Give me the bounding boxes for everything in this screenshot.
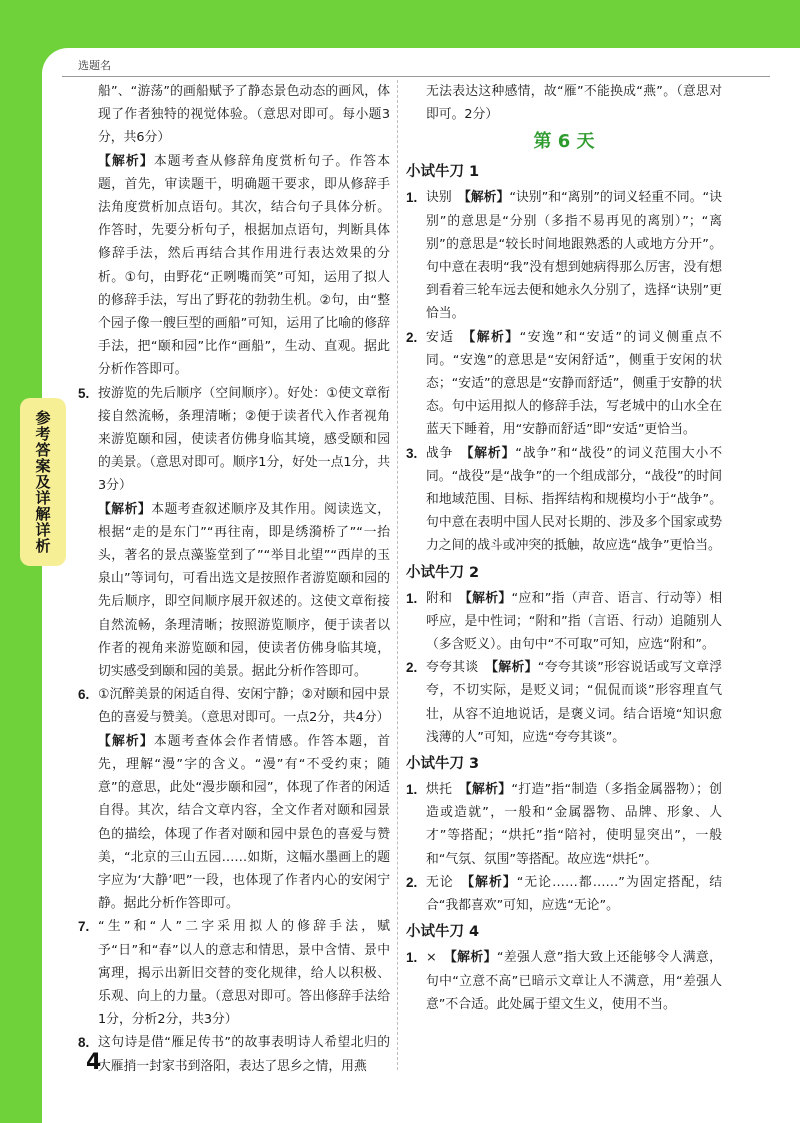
analysis-text: “战争”和“战役”的词义范围大小不同。“战役”是“战争”的一个组成部分，“战役”的时间和地域范围、目标、指挥结构和规模均小于“战争”。句中意在表明中国人民对长期的、涉及多个国家或势力之间的战斗或冲突的抵触，故应选“战争”更恰当。 — [426, 445, 723, 554]
question-number: 1. — [406, 190, 418, 206]
right-column — [406, 80, 722, 1016]
question-number: 2. — [406, 874, 418, 890]
analysis-tag: 【解析】 — [98, 153, 154, 169]
answer-word: 无论 — [426, 874, 468, 890]
exercise-item — [406, 778, 722, 871]
day-title: 第 6 天 — [533, 131, 595, 153]
answer-text: ①沉醉美景的闲适自得、安闲宁静；②对颐和园中景色的喜爱与赞美。（意思对即可。一点2分，共4分） — [98, 687, 390, 726]
section-title: 小试牛刀 1 — [406, 164, 480, 181]
question-item-8 — [78, 1031, 390, 1077]
analysis-text: 本题考查从修辞角度赏析句子。作答本题，首先，审读题干，明确题干要求，即从修辞手法角度赏析加点语句。其次，结合句子具体分析。作答时，先要分析句子，根据加点语句，判断具体修辞手法，然后再结合其作用进行表达效果的分析。①句，由野花“正咧嘴而笑”可知，运用了拟人的修辞手法，写出了野花的勃勃生机。②句，由“整个园子像一艘巨型的画船”可知，运用了比喻的修辞手法，把“颐和园”比作“画船”，生动、直观。据此分析作答即可。 — [98, 153, 391, 378]
exercise-item — [406, 442, 722, 558]
exercise-item — [406, 326, 722, 442]
analysis-tag: 【解析】 — [98, 501, 152, 517]
analysis-tag: 【解析】 — [465, 782, 512, 798]
exercise-item — [406, 946, 722, 1016]
answer-word: × — [426, 950, 451, 966]
answer-word: 烘托 — [426, 782, 466, 798]
analysis-text: “诀别”和“离别”的词义轻重不同。“诀别”的意思是“分别（多指不易再见的离别）”；“离别”的意思是“较长时间地跟熟悉的人或地方分开”。句中意在表明“我”没有想到她病得那么厉害，没有想到看着三轮车远去便和她永久分别了，选择“诀别”更恰当。 — [426, 190, 722, 322]
section-title: 小试牛刀 4 — [406, 924, 480, 941]
analysis-text: “差强人意”指大致上还能够令人满意，句中“立意不高”已暗示文章让人不满意，用“差强人意”不合适。此处属于望文生义，使用不当。 — [426, 950, 722, 1012]
answer-word: 夸夸其谈 — [426, 660, 492, 676]
analysis-tag: 【解析】 — [98, 733, 154, 749]
answer-word: 诀别 — [426, 190, 465, 206]
exercise-item — [406, 587, 722, 657]
answer-text: 按游览的先后顺序（空间顺序）。好处：①使文章衔接自然流畅，条理清晰；②便于读者代入作者视角来游览颐和园，使读者仿佛身临其境，感受颐和园的美景。（意思对即可。顺序1分，好处一点1分，共3分） — [98, 385, 390, 494]
question-item-5 — [78, 382, 390, 498]
answer-continuation: 无法表达这种感情，故“雁”不能换成“燕”。（意思对即可。2分） — [426, 84, 722, 123]
analysis-tag: 【解析】 — [467, 874, 517, 890]
analysis-tag: 【解析】 — [464, 190, 510, 206]
header-label: 选题名 — [78, 59, 111, 72]
analysis-text: 本题考查叙述顺序及其作用。阅读选文，根据“走的是东门”“再往南，即是绣漪桥了”“一抬头，著名的景点藻鉴堂到了”“举目北望”“西岸的玉泉山”等词句，可看出选文是按照作者游览颐和园的先后顺序，即空间顺序展开叙述的。这使文章衔接自然流畅，条理清晰；按照游览顺序，便于读者以作者的视角来游览颐和园，使读者仿佛身临其境，切实感受到颐和园的美景。据此分析作答即可。 — [98, 501, 391, 680]
analysis-paragraph — [78, 730, 390, 916]
page-number: 4 — [86, 1050, 102, 1075]
question-number: 2. — [406, 329, 418, 345]
question-number: 1. — [406, 782, 418, 798]
analysis-tag: 【解析】 — [468, 329, 520, 345]
header-rule — [62, 76, 770, 77]
side-tab — [20, 398, 66, 566]
answer-word: 附和 — [426, 590, 466, 606]
analysis-tag: 【解析】 — [467, 445, 516, 461]
question-number: 1. — [406, 590, 418, 606]
analysis-tag: 【解析】 — [450, 950, 497, 966]
left-column — [78, 80, 390, 1078]
question-number: 6. — [78, 687, 90, 703]
exercise-item — [406, 656, 722, 749]
side-tab-label: 参考答案及详解详析 — [33, 410, 52, 554]
answer-continuation: 船”、“游荡”的画船赋予了静态景色动态的画风，体现了作者独特的视觉体验。（意思对即可。每小题3分，共6分） — [98, 84, 390, 146]
question-item-6 — [78, 683, 390, 729]
question-number: 5. — [78, 385, 90, 401]
analysis-tag: 【解析】 — [465, 590, 512, 606]
analysis-paragraph — [78, 150, 390, 382]
section-title: 小试牛刀 2 — [406, 564, 480, 581]
exercise-item — [406, 871, 722, 917]
question-number: 1. — [406, 950, 418, 966]
section-title: 小试牛刀 3 — [406, 756, 480, 773]
analysis-text: “应和”指（声音、语言、行动等）相呼应，是中性词；“附和”指（言语、行动）追随别人（多含贬义）。由句中“不可取”可知，应选“附和”。 — [426, 590, 722, 653]
question-number: 2. — [406, 660, 418, 676]
analysis-text: “安逸”和“安适”的词义侧重点不同。“安逸”的意思是“安闲舒适”，侧重于安闲的状态；“安适”的意思是“安静而舒适”，侧重于安静的状态。句中运用拟人的修辞手法，写老城中的山水全在蓝天下睡着，用“安静而舒适”即“安适”更恰当。 — [426, 329, 722, 438]
answer-text: “生”和“人”二字采用拟人的修辞手法，赋予“日”和“春”以人的意志和情思，景中含情、景中寓理，揭示出新旧交替的变化规律，给人以积极、乐观、向上的力量。（意思对即可。答出修辞手法给1分，分析2分，共3分） — [98, 919, 390, 1028]
answer-word: 安适 — [426, 329, 469, 345]
question-number: 8. — [78, 1035, 90, 1051]
column-divider — [397, 80, 398, 1070]
analysis-paragraph — [78, 498, 390, 684]
question-item-7 — [78, 915, 390, 1031]
answer-text: 这句诗是借“雁足传书”的故事表明诗人希望北归的大雁捎一封家书到洛阳，表达了思乡之情，用燕 — [98, 1035, 390, 1074]
analysis-text: “无论……都……”为固定搭配，结合“我都喜欢”可知，应选“无论”。 — [426, 874, 723, 914]
answer-word: 战争 — [426, 445, 467, 461]
analysis-tag: 【解析】 — [491, 660, 538, 676]
question-number: 7. — [78, 919, 90, 935]
analysis-text: 本题考查体会作者情感。作答本题，首先，理解“漫”字的含义。“漫”有“不受约束；随意”的意思，此处“漫步颐和园”，体现了作者的闲适自得。其次，结合文章内容，全文作者对颐和园景色的描绘，体现了作者对颐和园中景色的喜爱与赞美，“北京的三山五园……如斯，这幅水墨画上的题字应为‘大静’吧”一段，也体现了作者内心的安闲宁静。据此分析作答即可。 — [98, 733, 391, 912]
analysis-text: “打造”指“制造（多指金属器物）；创造或造就”，一般和“金属器物、品牌、形象、人才”等搭配；“烘托”指“陪衬，使明显突出”，一般和“气氛、氛围”等搭配。故应选“烘托”。 — [426, 782, 722, 867]
analysis-text: “夸夸其谈”形容说话或写文章浮夸，不切实际，是贬义词；“侃侃而谈”形容理直气壮，从容不迫地说话，是褒义词。结合语境“知识愈浅薄的人”可知，应选“夸夸其谈”。 — [426, 660, 722, 745]
question-number: 3. — [406, 445, 418, 461]
exercise-item — [406, 186, 722, 325]
